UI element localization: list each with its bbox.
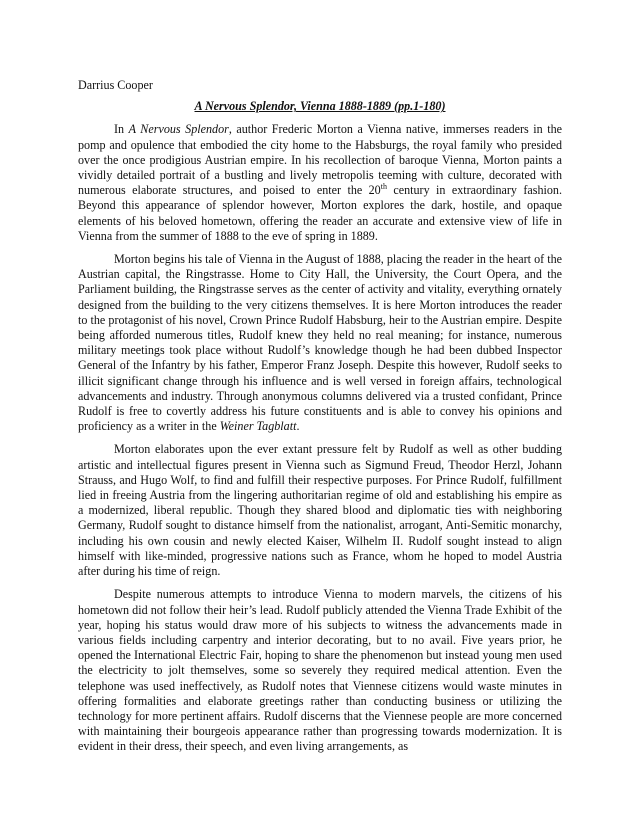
- paragraph-1-part-c: , author Frederic Morton a Vienna native, immerses readers in the pomp and opulence that embodied the city home to the Habsburgs, the royal family who presided over the once prodigious Austrian empire. In his recollection of baroque Vienna, Morton paints a vividly detailed portrait of a bustling and lively metropolis teeming with culture, decorated with numerous elaborate structures, and poised to enter the 20: [78, 122, 562, 198]
- paragraph-3: Morton elaborates upon the ever extant pressure felt by Rudolf as well as other budding artistic and intellectual figures present in Vienna such as Sigmund Freud, Theodor Herzl, Johann Strauss, and Hugo Wolf, to find and fulfill their respective purposes. For Prince Rudolf, fulfillment lied in freeing Austria from the lingering authoritarian regime of old and establishing his empire as a modernized, liberal republic. Though they shared blood and diplomatic ties with neighboring Germany, Rudolf sought to distance himself from the nationalist, arrogant, Anti-Semitic monarchy, including his own cousin and newly elected Kaiser, Wilhelm II. Rudolf sought instead to align himself with like-minded, progressive nations such as France, whom he hoped to model Austria after during his time of reign.: [78, 442, 562, 579]
- paragraph-2-part-c: .: [296, 419, 300, 434]
- book-title-italic: A Nervous Splendor: [128, 122, 229, 137]
- paragraph-2: [78, 252, 562, 434]
- paragraph-2-part-a: Morton begins his tale of Vienna in the August of 1888, placing the reader in the heart of the Austrian capital, the Ringstrasse. Home to City Hall, the University, the Court Opera, and the Parliament building, the Ringstrasse serves as the center of activity and vitality, everything ornately designed from the building to the very citizens themselves. It is here Morton introduces the reader to the protagonist of his novel, Crown Prince Rudolf Habsburg, heir to the Austrian empire. Despite being afforded numerous titles, Rudolf knew they held no real meaning; for instance, numerous military meetings took place without Rudolf’s knowledge though he had been dubbed Inspector General of the Infantry by his father, Emperor Franz Joseph. Despite this however, Rudolf seeks to illicit significant change through his influence and is well versed in foreign affairs, technological advancements and industry. Through anonymous columns delivered via a trusted confidant, Prince Rudolf is free to covertly address his future constituents and is able to convey his opinions and proficiency as a writer in the: [78, 252, 562, 434]
- ordinal-superscript: th: [380, 182, 387, 192]
- paragraph-1: [78, 122, 562, 244]
- author-name: Darrius Cooper: [78, 78, 153, 92]
- paragraph-1-part-d: century in extraordinary fashion. Beyond this appearance of splendor however, Morton explores the dark, hostile, and opaque elements of his beloved hometown, offering the reader an accurate and extensive view of life in Vienna from the summer of 1888 to the eve of spring in 1889.: [78, 183, 563, 243]
- essay-title: A Nervous Splendor, Vienna 1888-1889 (pp.1-180): [194, 99, 446, 114]
- document-page: [78, 78, 562, 763]
- newspaper-title-italic: Weiner Tagblatt: [219, 419, 297, 434]
- paragraph-4: Despite numerous attempts to introduce Vienna to modern marvels, the citizens of his hometown did not follow their heir’s lead. Rudolf publicly attended the Vienna Trade Exhibit of the year, hoping his status would draw more of his subjects to witness the advancements made in various fields including carpentry and interior decorating, but to no avail. Five years prior, he opened the International Electric Fair, hoping to share the phenomenon but instead young men used the electricity to jolt themselves, some so severely they required medical attention. Even the telephone was used ineffectively, as Rudolf notes that Viennese citizens would waste minutes in offering formalities and elaborate greetings rather than conducting business or utilizing the technology for more pertinent affairs. Rudolf discerns that the Viennese people are more concerned with maintaining their bourgeois appearance rather than progressing towards modernization. It is evident in their dress, their speech, and even living arrangements, as: [78, 587, 562, 754]
- paragraph-1-part-a: In: [114, 122, 129, 137]
